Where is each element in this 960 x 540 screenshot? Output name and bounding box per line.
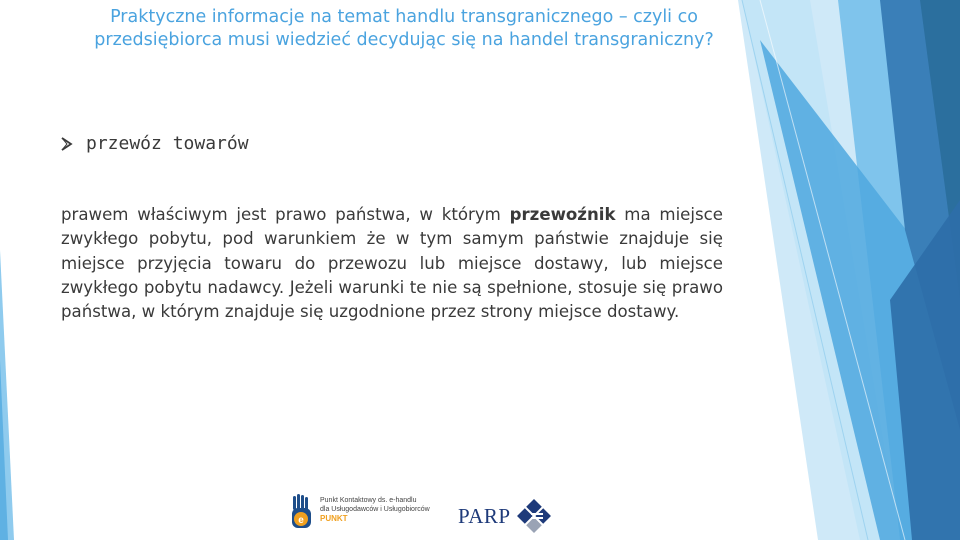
parp-mark-icon <box>515 497 553 535</box>
svg-text:e: e <box>298 515 304 526</box>
punkt-logo-text <box>320 496 430 523</box>
slide-title: Praktyczne informacje na temat handlu transgranicznego – czyli co przedsiębiorca musi wiedzieć decydując się na handel transgraniczny? <box>94 7 714 50</box>
paragraph-bold-term: przewoźnik <box>509 205 616 224</box>
hand-e-logo-icon <box>290 494 314 534</box>
punkt-logo-label: PUNKT <box>320 514 348 523</box>
body-paragraph <box>61 203 723 324</box>
punkt-logo-line2: dla Usługodawców i Usługobiorców <box>320 506 430 513</box>
bullet-item <box>60 133 249 154</box>
paragraph-text-after: ma miejsce zwykłego pobytu, pod warunkiem że w tym samym państwie znajduje się miejsce przyjęcia towaru do przewozu lub miejsce dostawy, lub miejsce zwykłego pobytu nadawcy. Jeżeli warunki te nie są spełnione, stosuje się prawo państwa, w którym znajduje się uzgodnione przez strony miejsce dostawy. <box>61 205 723 322</box>
punkt-logo-line1: Punkt Kontaktowy ds. e-handlu <box>320 497 417 504</box>
punkt-kontaktowy-logo <box>290 494 430 534</box>
paragraph-text-before: prawem właściwym jest prawo państwa, w którym <box>61 205 510 224</box>
bullet-heading: przewóz towarów <box>86 133 249 154</box>
arrow-bullet-icon <box>60 136 74 152</box>
parp-logo-text: PARP <box>458 503 511 528</box>
parp-logo <box>458 497 553 535</box>
